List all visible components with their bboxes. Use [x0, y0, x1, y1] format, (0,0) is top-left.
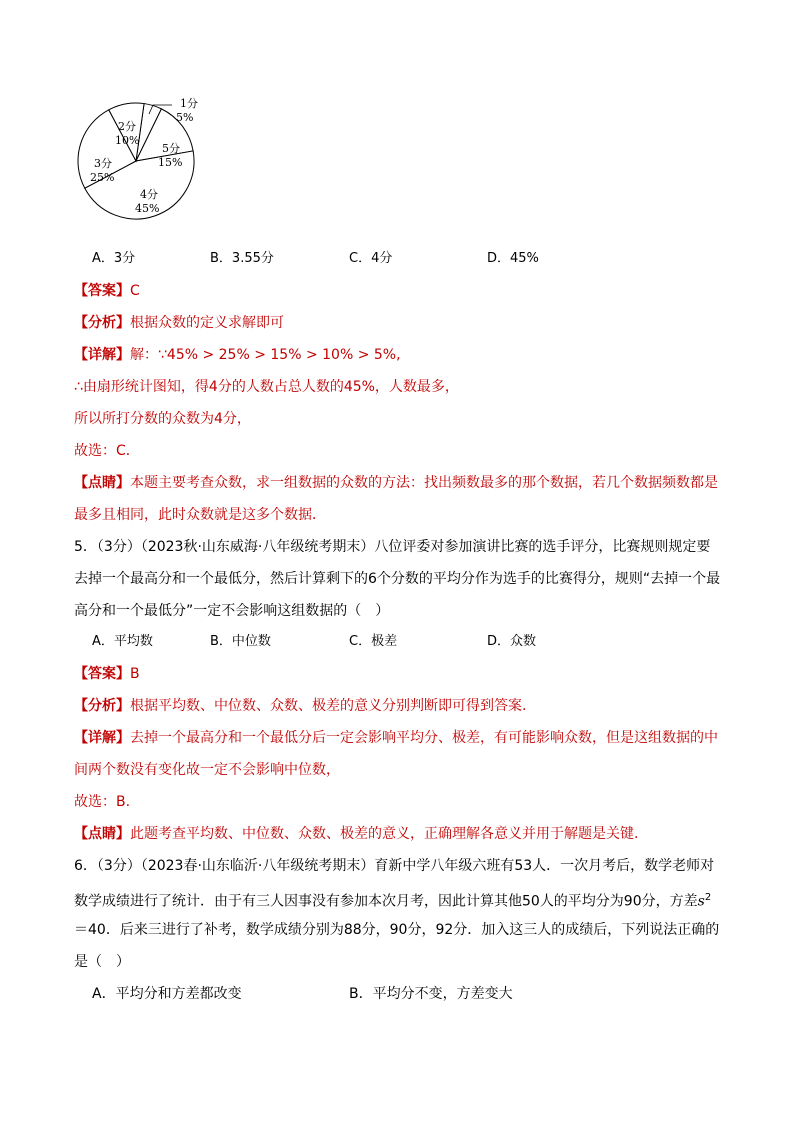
pie-label-2: 2分	[118, 120, 136, 133]
pie-label-4: 4分	[140, 188, 158, 201]
analysis-text: 根据平均数、中位数、众数、极差的意义分别判断即可得到答案.	[130, 698, 527, 714]
q4-comment	[74, 473, 718, 493]
comment-text: 本题主要考查众数，求一组数据的众数的方法：找出频数最多的那个数据，若几个数据频数都是	[130, 475, 718, 491]
q6-stem-line-3: ＝40．后来三进行了补考，数学成绩分别为88分，90分，92分．加入这三人的成绩后，下列说法正确的	[74, 922, 720, 938]
q4-analysis	[74, 313, 284, 333]
q4-choose: 故选：C．	[74, 443, 140, 459]
pie-label-3: 3分	[94, 157, 112, 170]
comment-tag: 【点睛】	[74, 826, 130, 842]
q5-stem-line-3: 高分和一个最低分”一定不会影响这组数据的（ ）	[74, 603, 390, 619]
q6-stem-line-4: 是（ ）	[74, 954, 130, 970]
q5-detail	[74, 728, 718, 748]
q4-option-c[interactable]: C．4分	[349, 251, 393, 266]
q5-option-a[interactable]: A．平均数	[92, 634, 153, 649]
q4-detail-line-2: ∴由扇形统计图知，得4分的人数占总人数的45%，人数最多，	[74, 379, 459, 395]
q4-option-d[interactable]: D．45%	[487, 251, 539, 266]
pie-label-1: 1分	[180, 97, 198, 110]
q5-option-c[interactable]: C．极差	[349, 634, 398, 649]
variance-exponent: 2	[704, 892, 712, 903]
q5-option-b[interactable]: B．中位数	[210, 634, 271, 649]
analysis-tag: 【分析】	[74, 698, 130, 714]
detail-text: 去掉一个最高分和一个最低分后一定会影响平均分、极差，有可能影响众数，但是这组数据的中	[130, 730, 718, 746]
q4-option-b[interactable]: B．3.55分	[210, 251, 274, 266]
q6-option-b[interactable]: B．平均分不变，方差变大	[349, 986, 513, 1002]
comment-tag: 【点睛】	[74, 475, 130, 491]
q4-option-a[interactable]: A．3分	[92, 251, 136, 266]
q5-stem-line-1: 5．（3分）（2023秋·山东威海·八年级统考期末）八位评委对参加演讲比赛的选手评分，比赛规则规定要	[74, 539, 711, 555]
q5-choose: 故选：B.	[74, 794, 131, 810]
q4-comment-line-2: 最多且相同，此时众数就是这多个数据．	[74, 507, 326, 523]
q5-stem-line-2: 去掉一个最高分和一个最低分，然后计算剩下的6个分数的平均分作为选手的比赛得分，规则“去掉一个最	[74, 571, 721, 587]
analysis-tag: 【分析】	[74, 315, 130, 331]
analysis-text: 根据众数的定义求解即可	[130, 315, 284, 331]
pie-pct-5: 15%	[158, 156, 183, 169]
q5-detail-line-2: 间两个数没有变化故一定不会影响中位数，	[74, 762, 340, 778]
q5-option-d[interactable]: D．众数	[487, 634, 537, 649]
detail-tag: 【详解】	[74, 730, 130, 746]
q5-answer	[74, 664, 140, 684]
q4-answer	[74, 281, 140, 301]
answer-tag: 【答案】	[74, 666, 130, 682]
answer-tag: 【答案】	[74, 283, 130, 299]
q5-comment	[74, 824, 638, 844]
detail-text: 解：∵45% > 25% > 15% > 10% > 5%,	[130, 347, 401, 363]
q5-analysis	[74, 696, 526, 716]
answer-value: B	[130, 666, 140, 682]
answer-value: C	[130, 283, 140, 299]
q4-detail-line-3: 所以所打分数的众数为4分，	[74, 411, 251, 427]
q6-stem-line-1: 6．（3分）（2023春·山东临沂·八年级统考期末）育新中学八年级六班有53人．一次月考后，数学老师对	[74, 858, 715, 874]
pie-label-5: 5分	[162, 142, 180, 155]
pie-pct-1: 5%	[176, 111, 194, 124]
pie-pct-4: 45%	[135, 202, 160, 215]
q6-stem-line-2	[74, 888, 711, 912]
q4-detail	[74, 345, 401, 365]
pie-chart	[72, 94, 232, 224]
q6-option-a[interactable]: A．平均分和方差都改变	[92, 986, 242, 1002]
comment-text: 此题考查平均数、中位数、众数、极差的意义，正确理解各意义并用于解题是关键.	[130, 826, 639, 842]
pie-pct-2: 10%	[115, 134, 140, 147]
variance-symbol: s	[697, 893, 705, 910]
detail-tag: 【详解】	[74, 347, 130, 363]
pie-pct-3: 25%	[90, 171, 115, 184]
q6-stem-text: 数学成绩进行了统计．由于有三人因事没有参加本次月考，因此计算其他50人的平均分为90分，方差	[74, 893, 698, 910]
